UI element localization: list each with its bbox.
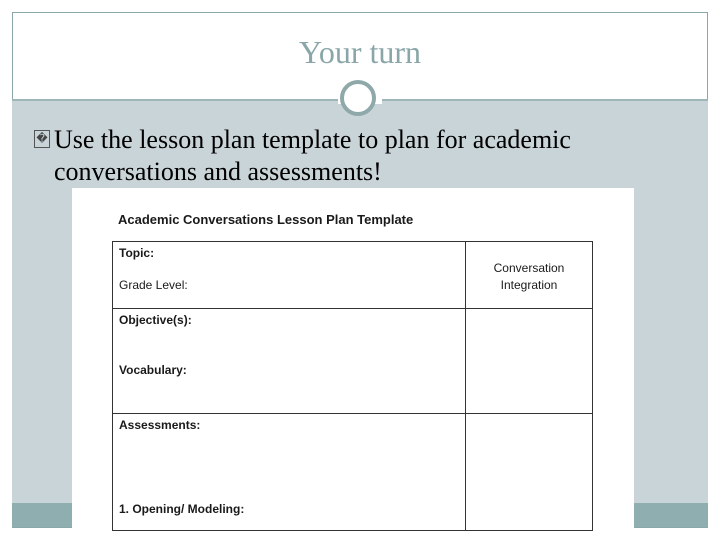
- grade-level-label: Grade Level:: [119, 278, 188, 292]
- opening-modeling-label: 1. Opening/ Modeling:: [119, 502, 245, 516]
- circle-ornament-icon: [340, 80, 376, 116]
- slide-title: Your turn: [298, 34, 422, 70]
- checkbox-bullet-icon: �: [34, 130, 50, 148]
- right-header-line-2: Integration: [500, 278, 558, 292]
- objective-cell: [113, 309, 466, 414]
- right-header-line-1: Conversation: [493, 261, 565, 275]
- assessments-label: Assessments:: [119, 418, 201, 432]
- bullet-text-line-2: conversations and assessments!: [54, 157, 382, 186]
- lesson-plan-template-image: [72, 188, 634, 528]
- table-row: [113, 309, 593, 414]
- template-table: [112, 241, 593, 531]
- bullet-item: [34, 124, 694, 188]
- template-title: Academic Conversations Lesson Plan Template: [118, 212, 414, 227]
- topic-label: Topic:: [119, 246, 155, 260]
- objective-label: Objective(s):: [119, 313, 192, 327]
- table-row: [113, 242, 593, 309]
- topic-cell: [113, 242, 466, 309]
- vocabulary-label: Vocabulary:: [119, 363, 187, 377]
- conversation-integration-header: [466, 242, 593, 309]
- bullet-text-line-1: Use the lesson plan template to plan for academic: [54, 125, 571, 154]
- table-row: [113, 414, 593, 531]
- assessments-right-cell: [466, 414, 593, 531]
- objective-right-cell: [466, 309, 593, 414]
- assessments-cell: [113, 414, 466, 531]
